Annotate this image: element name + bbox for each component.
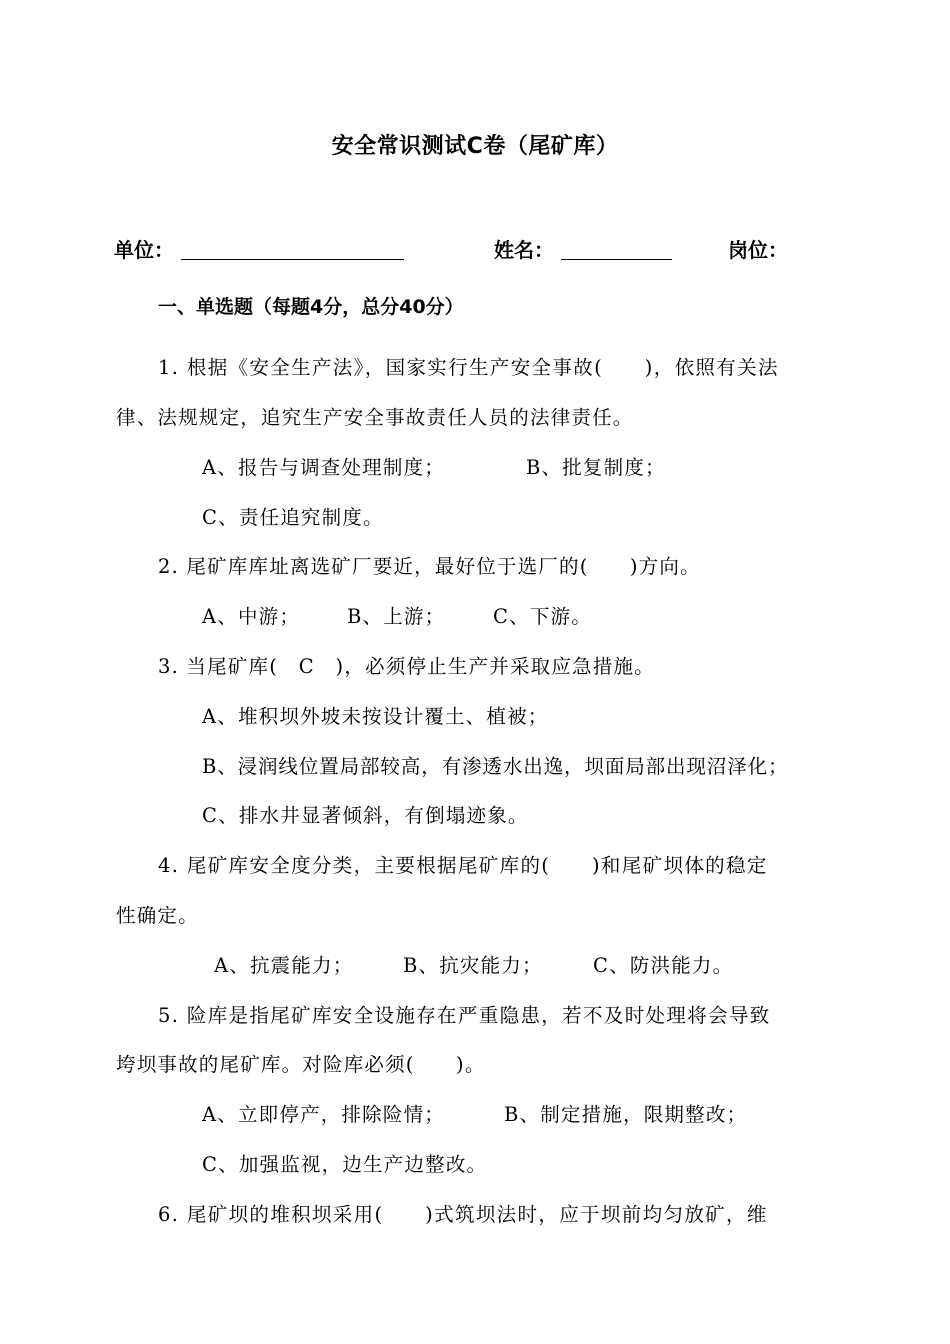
unit-blank-line xyxy=(181,259,404,260)
question-3-option-a: A、堆积坝外坡未按设计覆土、植被； xyxy=(202,705,549,728)
question-3-option-b: B、浸润线位置局部较高，有渗透水出逸，坝面局部出现沼泽化； xyxy=(202,755,789,778)
question-2-option-a: A、中游； xyxy=(202,605,301,628)
question-3-option-c: C、排水井显著倾斜，有倒塌迹象。 xyxy=(202,804,529,827)
question-3-line-1: 3. 当尾矿库( C )，必须停止生产并采取应急措施。 xyxy=(158,655,655,678)
question-5-option-b: B、制定措施，限期整改； xyxy=(504,1103,748,1126)
name-label: 姓名： xyxy=(494,238,554,262)
section-heading-single-choice: 一、单选题（每题4分，总分40分） xyxy=(158,296,464,318)
question-1-option-a: A、报告与调查处理制度； xyxy=(202,456,445,479)
question-1-line-2: 律、法规规定，追究生产安全事故责任人员的法律责任。 xyxy=(116,406,634,429)
unit-label: 单位： xyxy=(114,238,174,262)
question-5-option-c: C、加强监视，边生产边整改。 xyxy=(202,1153,488,1176)
question-1-line-1 xyxy=(116,358,836,378)
question-2-option-c: C、下游。 xyxy=(493,605,592,628)
question-1-option-c: C、责任追究制度。 xyxy=(202,506,384,529)
post-label: 岗位： xyxy=(728,238,788,262)
question-1-option-b: B、批复制度； xyxy=(526,456,666,479)
question-4-line-2: 性确定。 xyxy=(116,904,199,927)
question-4-option-a: A、抗震能力； xyxy=(214,954,354,977)
question-4-option-c: C、防洪能力。 xyxy=(593,954,734,977)
question-5-option-a: A、立即停产，排除险情； xyxy=(202,1103,445,1126)
question-4-option-b: B、抗灾能力； xyxy=(403,954,543,977)
question-2-line-1: 2. 尾矿库库址离选矿厂要近，最好位于选厂的( )方向。 xyxy=(158,555,701,578)
question-1-text: 1. 根据《安全生产法》，国家实行生产安全事故( )，依照有关法 xyxy=(158,356,779,379)
name-blank-line xyxy=(561,259,672,260)
question-2-option-b: B、上游； xyxy=(347,605,446,628)
question-5-line-1: 5. 险库是指尾矿库安全设施存在严重隐患，若不及时处理将会导致 xyxy=(158,1004,771,1027)
question-6-line-1: 6. 尾矿坝的堆积坝采用( )式筑坝法时，应于坝前均匀放矿，维 xyxy=(158,1203,768,1226)
question-5-line-2: 垮坝事故的尾矿库。对险库必须( )。 xyxy=(116,1053,486,1076)
page-title: 安全常识测试C卷（尾矿库） xyxy=(331,134,619,159)
question-4-line-1: 4. 尾矿库安全度分类，主要根据尾矿库的( )和尾矿坝体的稳定 xyxy=(158,854,768,877)
